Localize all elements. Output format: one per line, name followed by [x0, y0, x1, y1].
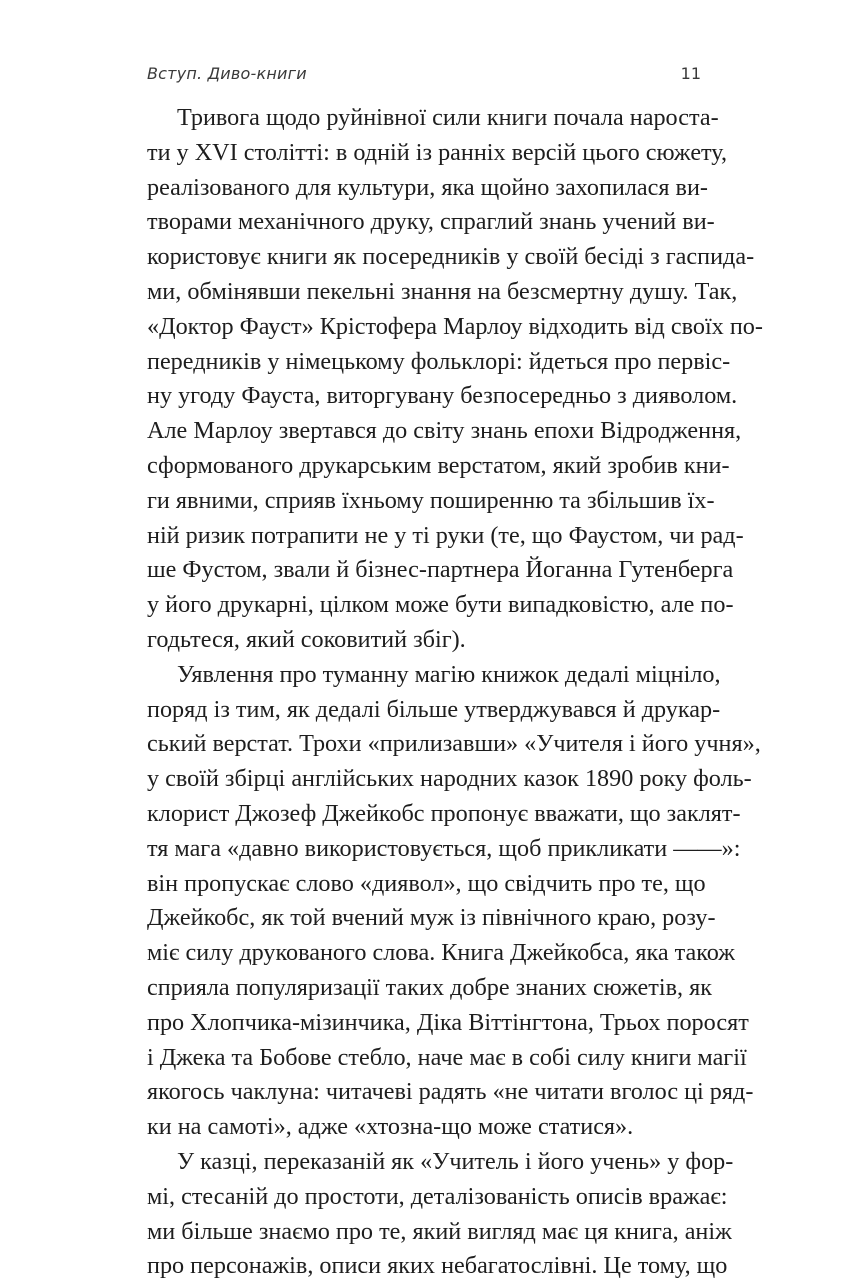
text-line: ми більше знаємо про те, який вигляд має ця книга, аніж	[147, 1217, 732, 1245]
paragraph-2	[147, 658, 761, 1145]
text-line: і Джека та Бобове стебло, наче має в собі силу книги магії	[147, 1043, 747, 1071]
body-text	[147, 101, 763, 1284]
running-title: Вступ. Диво-книги	[147, 63, 307, 83]
text-line: мі, стесаній до простоти, деталізованість описів вражає:	[147, 1182, 728, 1210]
text-line: сприяла популяризації таких добре знаних сюжетів, як	[147, 973, 712, 1001]
text-line: ти у XVI столітті: в одній із ранніх версій цього сюжету,	[147, 138, 728, 166]
text-line: міє силу друкованого слова. Книга Джейкобса, яка також	[147, 939, 735, 967]
text-line: годьтеся, який соковитий збіг).	[147, 625, 466, 653]
text-line: сформованого друкарським верстатом, який зробив кни-	[147, 451, 730, 479]
text-line: він пропускає слово «диявол», що свідчить про те, що	[147, 869, 706, 897]
text-line: поряд із тим, як дедалі більше утверджувався й друкар-	[147, 695, 721, 723]
text-line: ній ризик потрапити не у ті руки (те, що Фаустом, чи рад-	[147, 521, 744, 549]
text-line: ги явними, сприяв їхньому поширенню та збільшив їх-	[147, 486, 715, 514]
text-line: Уявлення про туманну магію книжок дедалі міцніло,	[177, 660, 721, 688]
text-line: ки на самоті», адже «хтозна-що може статися».	[147, 1113, 634, 1141]
text-line: Тривога щодо руйнівної сили книги почала нароста-	[177, 104, 719, 131]
text-line: у своїй збірці англійських народних казок 1890 року фоль-	[147, 765, 752, 793]
text-line: ми, обмінявши пекельні знання на безсмертну душу. Так,	[147, 277, 738, 305]
text-line: про персонажів, описи яких небагатослівні. Це тому, що	[147, 1252, 728, 1280]
text-line: про Хлопчика-мізинчика, Діка Віттінгтона, Трьох поросят	[147, 1008, 749, 1036]
running-head	[147, 58, 701, 88]
text-line: ський верстат. Трохи «прилизавши» «Учителя і його учня»,	[147, 730, 761, 758]
text-line: У казці, переказаній як «Учитель і його учень» у фор-	[177, 1147, 734, 1175]
text-line: ше Фустом, звали й бізнес-партнера Йоганна Гутенберга	[147, 556, 734, 584]
text-line: клорист Джозеф Джейкобс пропонує вважати, що заклят-	[147, 799, 741, 827]
page-number: 11	[680, 63, 701, 83]
text-line: Джейкобс, як той вчений муж із північного краю, розу-	[147, 904, 716, 932]
paragraph-1	[147, 101, 763, 658]
text-line: творами механічного друку, спраглий знань учений ви-	[147, 208, 715, 236]
text-line: у його друкарні, цілком може бути випадковістю, але по-	[147, 591, 734, 619]
text-line: користовує книги як посередників у своїй бесіді з гаспида-	[147, 243, 755, 271]
text-line: «Доктор Фауст» Крістофера Марлоу відходить від своїх по-	[147, 312, 763, 340]
text-line: Але Марлоу звертався до світу знань епохи Відродження,	[147, 417, 742, 445]
text-line: тя мага «давно використовується, щоб прикликати ——»:	[147, 834, 741, 862]
paragraph-3	[147, 1145, 734, 1284]
text-line: ну угоду Фауста, виторгувану безпосередньо з дияволом.	[147, 382, 738, 410]
text-line: передників у німецькому фольклорі: йдеться про первіс-	[147, 347, 731, 375]
text-line: якогось чаклуна: читачеві радять «не читати вголос ці ряд-	[147, 1078, 754, 1106]
text-line: реалізованого для культури, яка щойно захопилася ви-	[147, 173, 708, 201]
